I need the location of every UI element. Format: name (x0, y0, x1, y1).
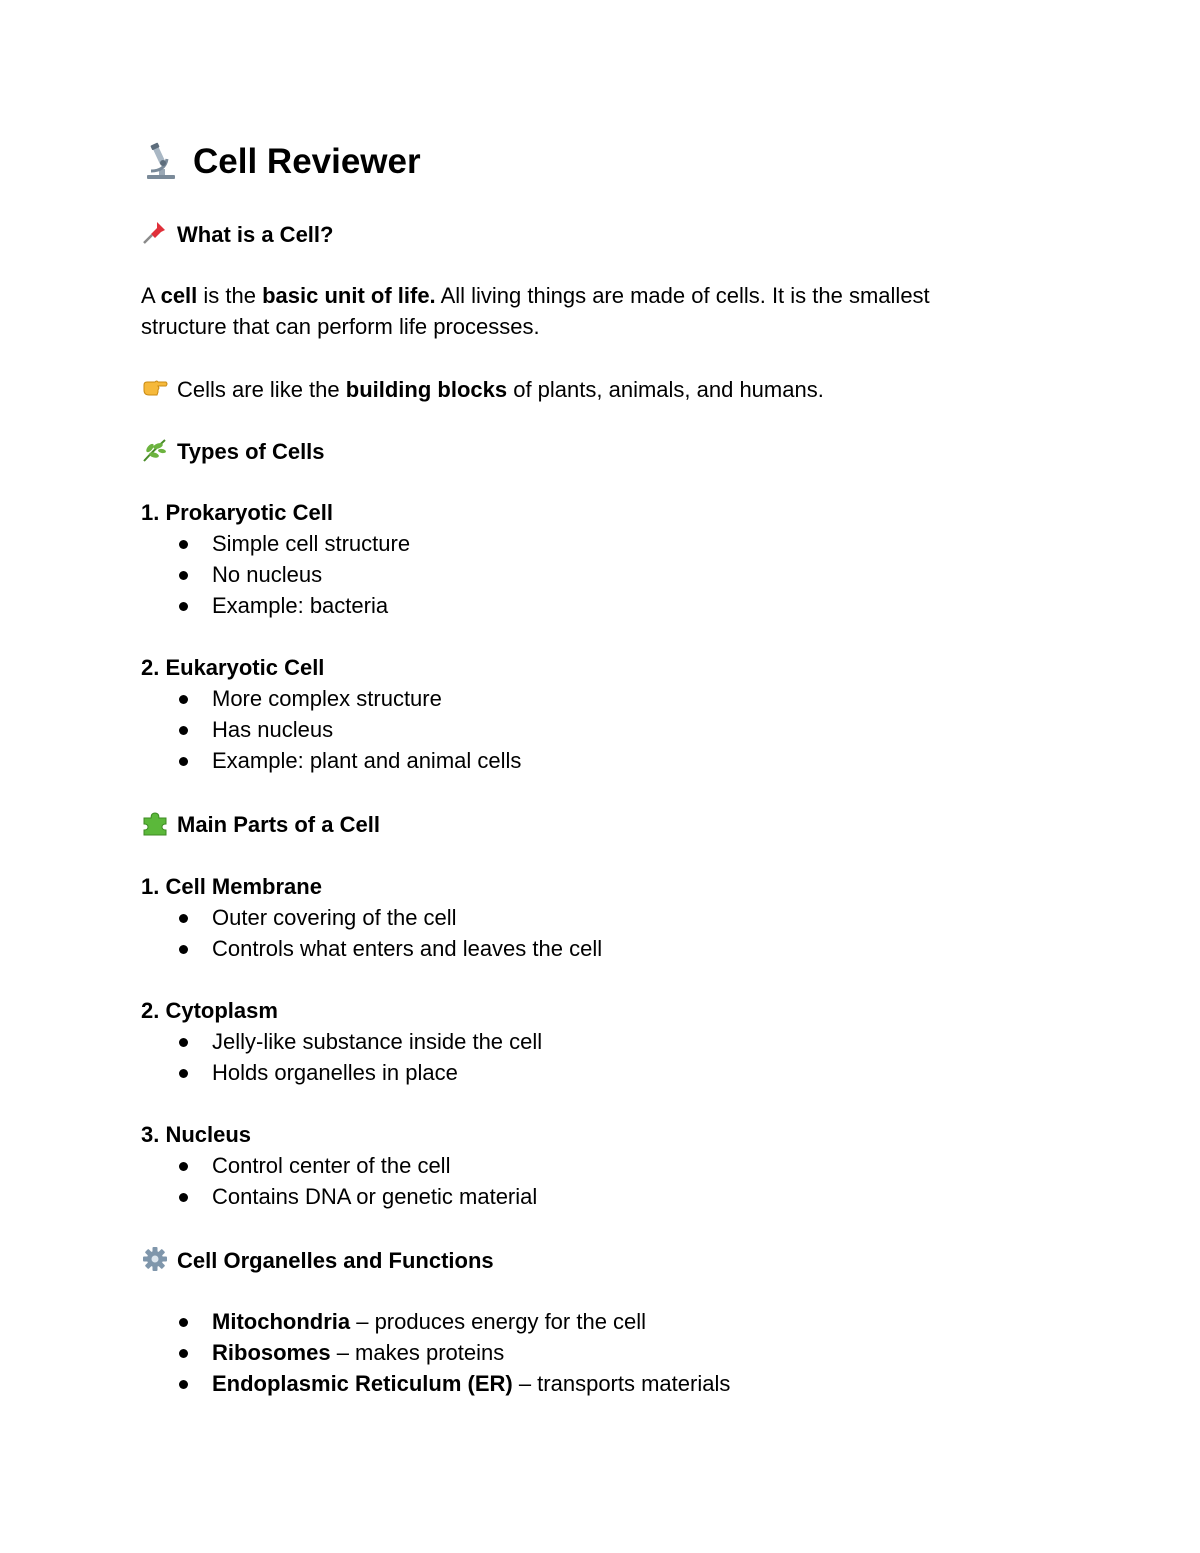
list-item: Jelly-like substance inside the cell (212, 1029, 543, 1054)
list-item: Controls what enters and leaves the cell (212, 936, 603, 961)
section-heading-what-is-a-cell: What is a Cell? (141, 220, 333, 249)
subheading-eukaryotic-cell: 2. Eukaryotic Cell (141, 655, 325, 680)
section-heading-organelles: Cell Organelles and Functions (141, 1246, 494, 1275)
list-item: Has nucleus (212, 717, 334, 742)
section-heading-types-of-cells: Types of Cells (141, 437, 325, 466)
pushpin-icon (141, 220, 169, 246)
list-item: Simple cell structure (212, 531, 411, 556)
paragraph-definition-line-1: A cell is the basic unit of life. All living things are made of cells. It is the smallest (141, 283, 930, 308)
title-text: Cell Reviewer (193, 142, 421, 181)
list-item: Control center of the cell (212, 1153, 451, 1178)
bullet (179, 540, 188, 549)
bullet (179, 945, 188, 954)
subheading-nucleus: 3. Nucleus (141, 1122, 252, 1147)
page-title (141, 140, 421, 184)
bullet (179, 571, 188, 580)
bullet (179, 1069, 188, 1078)
subheading-cytoplasm: 2. Cytoplasm (141, 998, 278, 1023)
puzzle-icon (141, 810, 169, 836)
paragraph-building-blocks: Cells are like the building blocks of plants, animals, and humans. (141, 375, 824, 404)
bullet (179, 757, 188, 766)
bullet (179, 1162, 188, 1171)
gear-icon (141, 1246, 169, 1272)
subheading-cell-membrane: 1. Cell Membrane (141, 874, 322, 899)
list-item: Example: plant and animal cells (212, 748, 522, 773)
list-item: Outer covering of the cell (212, 905, 457, 930)
bullet (179, 1038, 188, 1047)
bullet (179, 602, 188, 611)
bullet (179, 726, 188, 735)
section-heading-main-parts: Main Parts of a Cell (141, 810, 380, 839)
subheading-prokaryotic-cell: 1. Prokaryotic Cell (141, 500, 333, 525)
list-item: More complex structure (212, 686, 442, 711)
pointing-hand-icon (141, 375, 169, 401)
bullet (179, 1349, 188, 1358)
paragraph-definition-line-2: structure that can perform life processes. (141, 314, 540, 339)
list-item: Example: bacteria (212, 593, 389, 618)
list-item: No nucleus (212, 562, 323, 587)
herb-icon (141, 437, 169, 463)
list-item-endoplasmic-reticulum: Endoplasmic Reticulum (ER) – transports materials (212, 1371, 731, 1396)
bullet (179, 1380, 188, 1389)
list-item-mitochondria: Mitochondria – produces energy for the cell (212, 1309, 647, 1334)
bullet (179, 914, 188, 923)
list-item: Holds organelles in place (212, 1060, 458, 1085)
list-item: Contains DNA or genetic material (212, 1184, 538, 1209)
microscope-icon (141, 141, 181, 181)
bullet (179, 695, 188, 704)
bullet (179, 1318, 188, 1327)
bullet (179, 1193, 188, 1202)
list-item-ribosomes: Ribosomes – makes proteins (212, 1340, 505, 1365)
